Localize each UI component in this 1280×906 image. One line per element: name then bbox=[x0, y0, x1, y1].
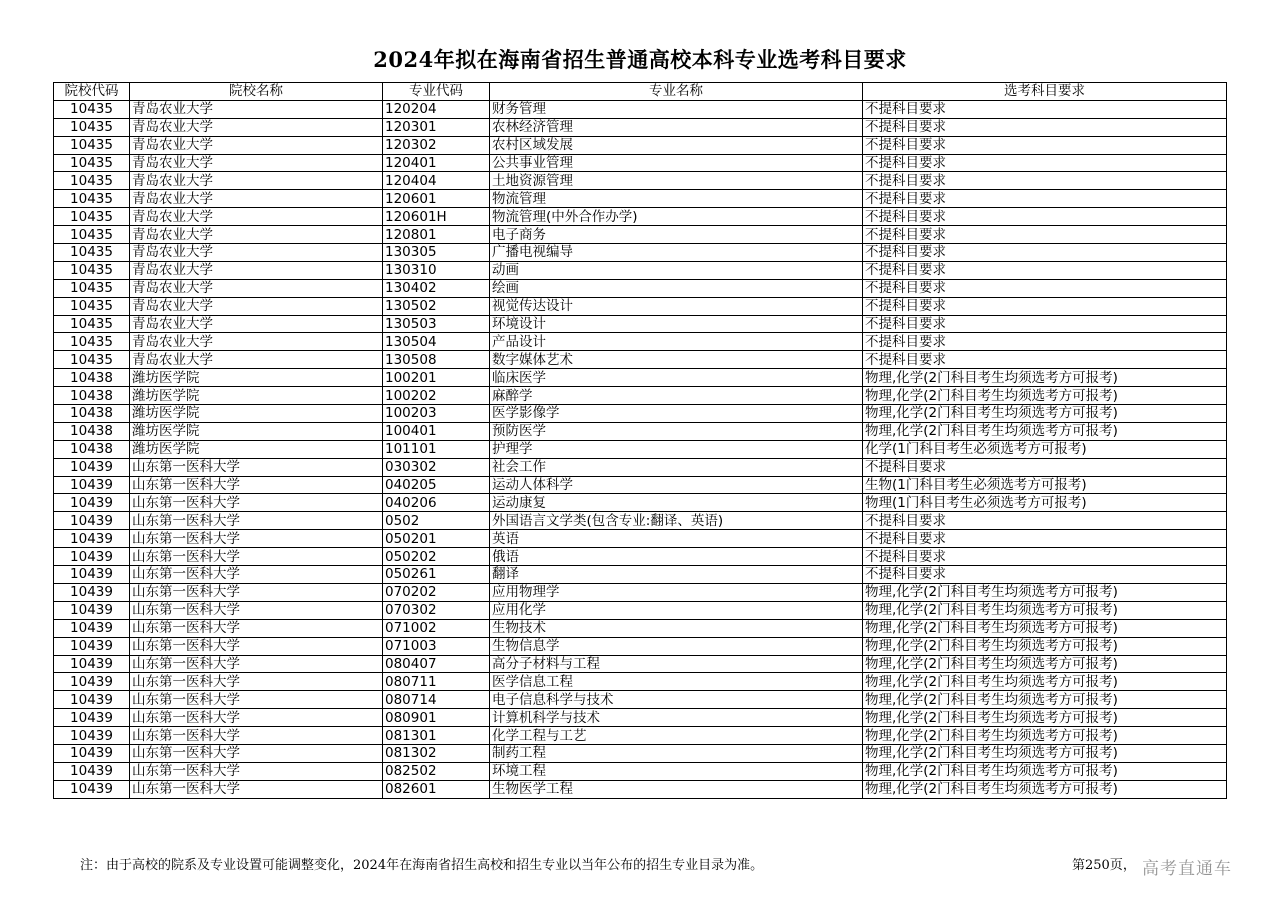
major-code-cell: 120801 bbox=[383, 226, 490, 244]
major-code-cell: 100202 bbox=[383, 387, 490, 405]
school-name-cell: 青岛农业大学 bbox=[130, 136, 383, 154]
major-code-cell: 070202 bbox=[383, 583, 490, 601]
school-code-cell: 10439 bbox=[54, 727, 130, 745]
school-code-cell: 10435 bbox=[54, 136, 130, 154]
subject-requirement-cell: 不提科目要求 bbox=[863, 566, 1227, 584]
table-row bbox=[54, 351, 1227, 369]
table-row bbox=[54, 440, 1227, 458]
major-code-cell: 130503 bbox=[383, 315, 490, 333]
school-code-cell: 10439 bbox=[54, 494, 130, 512]
major-code-cell: 120302 bbox=[383, 136, 490, 154]
subject-requirement-cell: 不提科目要求 bbox=[863, 172, 1227, 190]
subject-requirement-cell: 不提科目要求 bbox=[863, 190, 1227, 208]
table-row bbox=[54, 297, 1227, 315]
school-name-cell: 青岛农业大学 bbox=[130, 190, 383, 208]
school-code-cell: 10435 bbox=[54, 100, 130, 118]
school-name-cell: 山东第一医科大学 bbox=[130, 476, 383, 494]
table-row bbox=[54, 208, 1227, 226]
school-code-cell: 10439 bbox=[54, 691, 130, 709]
subject-requirement-cell: 不提科目要求 bbox=[863, 333, 1227, 351]
table-row bbox=[54, 476, 1227, 494]
major-code-cell: 080901 bbox=[383, 709, 490, 727]
school-name-cell: 山东第一医科大学 bbox=[130, 619, 383, 637]
major-name-cell: 应用化学 bbox=[490, 601, 863, 619]
major-code-cell: 100201 bbox=[383, 369, 490, 387]
major-code-cell: 100203 bbox=[383, 405, 490, 423]
school-name-cell: 青岛农业大学 bbox=[130, 261, 383, 279]
table-row bbox=[54, 226, 1227, 244]
subject-requirement-cell: 不提科目要求 bbox=[863, 136, 1227, 154]
page-number: 第250页， bbox=[1072, 858, 1136, 873]
table-row bbox=[54, 530, 1227, 548]
school-code-cell: 10439 bbox=[54, 476, 130, 494]
school-name-cell: 青岛农业大学 bbox=[130, 279, 383, 297]
school-code-cell: 10435 bbox=[54, 315, 130, 333]
major-name-cell: 数字媒体艺术 bbox=[490, 351, 863, 369]
school-code-cell: 10435 bbox=[54, 333, 130, 351]
school-code-cell: 10438 bbox=[54, 405, 130, 423]
watermark: 高考直通车 bbox=[1142, 859, 1232, 879]
table-row bbox=[54, 118, 1227, 136]
school-name-cell: 山东第一医科大学 bbox=[130, 744, 383, 762]
major-code-cell: 120601 bbox=[383, 190, 490, 208]
major-name-cell: 财务管理 bbox=[490, 100, 863, 118]
school-code-cell: 10439 bbox=[54, 673, 130, 691]
school-code-cell: 10438 bbox=[54, 440, 130, 458]
major-name-cell: 农村区域发展 bbox=[490, 136, 863, 154]
table-row bbox=[54, 744, 1227, 762]
header-major-code: 专业代码 bbox=[383, 83, 490, 101]
school-code-cell: 10435 bbox=[54, 226, 130, 244]
major-name-cell: 高分子材料与工程 bbox=[490, 655, 863, 673]
school-name-cell: 山东第一医科大学 bbox=[130, 780, 383, 798]
header-school-name: 院校名称 bbox=[130, 83, 383, 101]
table-row bbox=[54, 673, 1227, 691]
school-code-cell: 10438 bbox=[54, 422, 130, 440]
major-code-cell: 100401 bbox=[383, 422, 490, 440]
subject-requirement-cell: 不提科目要求 bbox=[863, 548, 1227, 566]
table-row bbox=[54, 637, 1227, 655]
school-code-cell: 10435 bbox=[54, 297, 130, 315]
major-code-cell: 081301 bbox=[383, 727, 490, 745]
subject-requirement-cell: 物理,化学(2门科目考生均须选考方可报考) bbox=[863, 655, 1227, 673]
table-row bbox=[54, 136, 1227, 154]
school-name-cell: 山东第一医科大学 bbox=[130, 655, 383, 673]
subject-requirement-cell: 不提科目要求 bbox=[863, 226, 1227, 244]
table-row bbox=[54, 655, 1227, 673]
major-code-cell: 130310 bbox=[383, 261, 490, 279]
school-name-cell: 青岛农业大学 bbox=[130, 333, 383, 351]
subject-requirement-cell: 不提科目要求 bbox=[863, 118, 1227, 136]
table-row bbox=[54, 727, 1227, 745]
major-name-cell: 应用物理学 bbox=[490, 583, 863, 601]
school-code-cell: 10438 bbox=[54, 369, 130, 387]
major-name-cell: 电子商务 bbox=[490, 226, 863, 244]
major-code-cell: 120401 bbox=[383, 154, 490, 172]
major-name-cell: 计算机科学与技术 bbox=[490, 709, 863, 727]
major-name-cell: 医学信息工程 bbox=[490, 673, 863, 691]
major-name-cell: 环境工程 bbox=[490, 762, 863, 780]
subject-requirement-cell: 物理,化学(2门科目考生均须选考方可报考) bbox=[863, 369, 1227, 387]
major-name-cell: 环境设计 bbox=[490, 315, 863, 333]
school-name-cell: 山东第一医科大学 bbox=[130, 494, 383, 512]
major-name-cell: 生物信息学 bbox=[490, 637, 863, 655]
major-name-cell: 生物医学工程 bbox=[490, 780, 863, 798]
table-row bbox=[54, 512, 1227, 530]
table-row bbox=[54, 369, 1227, 387]
table-row bbox=[54, 619, 1227, 637]
school-name-cell: 潍坊医学院 bbox=[130, 387, 383, 405]
major-code-cell: 082502 bbox=[383, 762, 490, 780]
school-name-cell: 青岛农业大学 bbox=[130, 315, 383, 333]
table-row bbox=[54, 583, 1227, 601]
table-row bbox=[54, 566, 1227, 584]
major-name-cell: 英语 bbox=[490, 530, 863, 548]
major-code-cell: 050201 bbox=[383, 530, 490, 548]
school-name-cell: 山东第一医科大学 bbox=[130, 512, 383, 530]
school-code-cell: 10439 bbox=[54, 583, 130, 601]
school-name-cell: 山东第一医科大学 bbox=[130, 762, 383, 780]
major-name-cell: 外国语言文学类(包含专业:翻译、英语) bbox=[490, 512, 863, 530]
major-code-cell: 080407 bbox=[383, 655, 490, 673]
subject-requirement-cell: 物理,化学(2门科目考生均须选考方可报考) bbox=[863, 619, 1227, 637]
table-row bbox=[54, 154, 1227, 172]
major-name-cell: 产品设计 bbox=[490, 333, 863, 351]
major-code-cell: 130305 bbox=[383, 244, 490, 262]
school-name-cell: 青岛农业大学 bbox=[130, 118, 383, 136]
major-name-cell: 广播电视编导 bbox=[490, 244, 863, 262]
subject-requirement-cell: 不提科目要求 bbox=[863, 279, 1227, 297]
major-code-cell: 120204 bbox=[383, 100, 490, 118]
table-header-row bbox=[54, 83, 1227, 101]
major-name-cell: 土地资源管理 bbox=[490, 172, 863, 190]
table-row bbox=[54, 100, 1227, 118]
major-code-cell: 080711 bbox=[383, 673, 490, 691]
major-name-cell: 动画 bbox=[490, 261, 863, 279]
major-code-cell: 070302 bbox=[383, 601, 490, 619]
table-row bbox=[54, 279, 1227, 297]
table-row bbox=[54, 333, 1227, 351]
major-code-cell: 130504 bbox=[383, 333, 490, 351]
school-code-cell: 10435 bbox=[54, 244, 130, 262]
school-name-cell: 山东第一医科大学 bbox=[130, 583, 383, 601]
table-row bbox=[54, 691, 1227, 709]
subject-requirement-cell: 化学(1门科目考生必须选考方可报考) bbox=[863, 440, 1227, 458]
page-title: 2024年拟在海南省招生普通高校本科专业选考科目要求 bbox=[373, 47, 907, 72]
major-name-cell: 翻译 bbox=[490, 566, 863, 584]
school-code-cell: 10439 bbox=[54, 762, 130, 780]
major-code-cell: 040206 bbox=[383, 494, 490, 512]
major-name-cell: 医学影像学 bbox=[490, 405, 863, 423]
school-name-cell: 山东第一医科大学 bbox=[130, 709, 383, 727]
school-code-cell: 10439 bbox=[54, 655, 130, 673]
major-code-cell: 081302 bbox=[383, 744, 490, 762]
subject-requirement-cell: 物理,化学(2门科目考生均须选考方可报考) bbox=[863, 744, 1227, 762]
school-code-cell: 10439 bbox=[54, 780, 130, 798]
school-name-cell: 青岛农业大学 bbox=[130, 297, 383, 315]
school-name-cell: 山东第一医科大学 bbox=[130, 637, 383, 655]
subject-requirement-cell: 物理,化学(2门科目考生均须选考方可报考) bbox=[863, 673, 1227, 691]
major-name-cell: 物流管理(中外合作办学) bbox=[490, 208, 863, 226]
table-row bbox=[54, 172, 1227, 190]
subject-requirement-cell: 物理,化学(2门科目考生均须选考方可报考) bbox=[863, 762, 1227, 780]
school-name-cell: 山东第一医科大学 bbox=[130, 458, 383, 476]
school-name-cell: 山东第一医科大学 bbox=[130, 530, 383, 548]
subject-requirement-cell: 物理,化学(2门科目考生均须选考方可报考) bbox=[863, 405, 1227, 423]
subject-requirement-cell: 物理,化学(2门科目考生均须选考方可报考) bbox=[863, 780, 1227, 798]
school-code-cell: 10435 bbox=[54, 190, 130, 208]
school-code-cell: 10435 bbox=[54, 172, 130, 190]
major-code-cell: 050202 bbox=[383, 548, 490, 566]
school-name-cell: 青岛农业大学 bbox=[130, 226, 383, 244]
table-row bbox=[54, 405, 1227, 423]
school-name-cell: 山东第一医科大学 bbox=[130, 727, 383, 745]
major-code-cell: 130402 bbox=[383, 279, 490, 297]
major-name-cell: 俄语 bbox=[490, 548, 863, 566]
major-code-cell: 101101 bbox=[383, 440, 490, 458]
school-code-cell: 10439 bbox=[54, 619, 130, 637]
school-code-cell: 10438 bbox=[54, 387, 130, 405]
subject-requirement-cell: 不提科目要求 bbox=[863, 530, 1227, 548]
table-row bbox=[54, 458, 1227, 476]
major-name-cell: 护理学 bbox=[490, 440, 863, 458]
school-name-cell: 山东第一医科大学 bbox=[130, 566, 383, 584]
major-name-cell: 物流管理 bbox=[490, 190, 863, 208]
table-row bbox=[54, 244, 1227, 262]
table-row bbox=[54, 315, 1227, 333]
major-code-cell: 120404 bbox=[383, 172, 490, 190]
subject-requirement-cell: 物理,化学(2门科目考生均须选考方可报考) bbox=[863, 422, 1227, 440]
school-code-cell: 10435 bbox=[54, 351, 130, 369]
school-name-cell: 山东第一医科大学 bbox=[130, 601, 383, 619]
major-name-cell: 电子信息科学与技术 bbox=[490, 691, 863, 709]
school-code-cell: 10439 bbox=[54, 566, 130, 584]
school-name-cell: 潍坊医学院 bbox=[130, 405, 383, 423]
school-code-cell: 10435 bbox=[54, 118, 130, 136]
school-code-cell: 10439 bbox=[54, 548, 130, 566]
subject-requirement-cell: 不提科目要求 bbox=[863, 244, 1227, 262]
table-row bbox=[54, 601, 1227, 619]
footer-note: 注：由于高校的院系及专业设置可能调整变化，2024年在海南省招生高校和招生专业以当年公布的招生专业目录为准。 bbox=[80, 858, 764, 873]
school-name-cell: 潍坊医学院 bbox=[130, 422, 383, 440]
subject-requirement-cell: 不提科目要求 bbox=[863, 315, 1227, 333]
school-code-cell: 10439 bbox=[54, 744, 130, 762]
subject-requirement-cell: 不提科目要求 bbox=[863, 351, 1227, 369]
school-code-cell: 10435 bbox=[54, 261, 130, 279]
major-name-cell: 社会工作 bbox=[490, 458, 863, 476]
table-body bbox=[54, 100, 1227, 798]
school-code-cell: 10435 bbox=[54, 279, 130, 297]
table-row bbox=[54, 709, 1227, 727]
subject-requirement-cell: 物理,化学(2门科目考生均须选考方可报考) bbox=[863, 709, 1227, 727]
major-code-cell: 082601 bbox=[383, 780, 490, 798]
subject-requirement-cell: 物理(1门科目考生必须选考方可报考) bbox=[863, 494, 1227, 512]
major-code-cell: 071002 bbox=[383, 619, 490, 637]
major-name-cell: 公共事业管理 bbox=[490, 154, 863, 172]
requirements-table bbox=[53, 82, 1227, 799]
subject-requirement-cell: 生物(1门科目考生必须选考方可报考) bbox=[863, 476, 1227, 494]
major-code-cell: 130502 bbox=[383, 297, 490, 315]
major-name-cell: 运动康复 bbox=[490, 494, 863, 512]
subject-requirement-cell: 物理,化学(2门科目考生均须选考方可报考) bbox=[863, 583, 1227, 601]
table-row bbox=[54, 780, 1227, 798]
school-name-cell: 青岛农业大学 bbox=[130, 208, 383, 226]
school-name-cell: 潍坊医学院 bbox=[130, 440, 383, 458]
major-code-cell: 050261 bbox=[383, 566, 490, 584]
school-code-cell: 10439 bbox=[54, 530, 130, 548]
subject-requirement-cell: 不提科目要求 bbox=[863, 297, 1227, 315]
school-code-cell: 10439 bbox=[54, 601, 130, 619]
school-code-cell: 10435 bbox=[54, 154, 130, 172]
school-name-cell: 山东第一医科大学 bbox=[130, 548, 383, 566]
subject-requirement-cell: 物理,化学(2门科目考生均须选考方可报考) bbox=[863, 387, 1227, 405]
major-name-cell: 视觉传达设计 bbox=[490, 297, 863, 315]
school-code-cell: 10435 bbox=[54, 208, 130, 226]
major-code-cell: 120301 bbox=[383, 118, 490, 136]
header-subject-requirement: 选考科目要求 bbox=[863, 83, 1227, 101]
subject-requirement-cell: 不提科目要求 bbox=[863, 100, 1227, 118]
table-row bbox=[54, 190, 1227, 208]
major-name-cell: 临床医学 bbox=[490, 369, 863, 387]
major-code-cell: 040205 bbox=[383, 476, 490, 494]
table-row bbox=[54, 422, 1227, 440]
school-code-cell: 10439 bbox=[54, 637, 130, 655]
major-name-cell: 农林经济管理 bbox=[490, 118, 863, 136]
school-name-cell: 山东第一医科大学 bbox=[130, 691, 383, 709]
major-name-cell: 化学工程与工艺 bbox=[490, 727, 863, 745]
table-row bbox=[54, 762, 1227, 780]
school-name-cell: 青岛农业大学 bbox=[130, 100, 383, 118]
major-name-cell: 绘画 bbox=[490, 279, 863, 297]
subject-requirement-cell: 物理,化学(2门科目考生均须选考方可报考) bbox=[863, 601, 1227, 619]
major-name-cell: 制药工程 bbox=[490, 744, 863, 762]
school-name-cell: 青岛农业大学 bbox=[130, 244, 383, 262]
header-school-code: 院校代码 bbox=[54, 83, 130, 101]
major-code-cell: 080714 bbox=[383, 691, 490, 709]
table-row bbox=[54, 494, 1227, 512]
subject-requirement-cell: 不提科目要求 bbox=[863, 261, 1227, 279]
header-major-name: 专业名称 bbox=[490, 83, 863, 101]
school-name-cell: 潍坊医学院 bbox=[130, 369, 383, 387]
major-name-cell: 生物技术 bbox=[490, 619, 863, 637]
major-code-cell: 120601H bbox=[383, 208, 490, 226]
school-name-cell: 山东第一医科大学 bbox=[130, 673, 383, 691]
subject-requirement-cell: 不提科目要求 bbox=[863, 208, 1227, 226]
school-name-cell: 青岛农业大学 bbox=[130, 154, 383, 172]
school-name-cell: 青岛农业大学 bbox=[130, 351, 383, 369]
subject-requirement-cell: 物理,化学(2门科目考生均须选考方可报考) bbox=[863, 691, 1227, 709]
subject-requirement-cell: 物理,化学(2门科目考生均须选考方可报考) bbox=[863, 637, 1227, 655]
subject-requirement-cell: 物理,化学(2门科目考生均须选考方可报考) bbox=[863, 727, 1227, 745]
subject-requirement-cell: 不提科目要求 bbox=[863, 458, 1227, 476]
major-code-cell: 030302 bbox=[383, 458, 490, 476]
school-code-cell: 10439 bbox=[54, 512, 130, 530]
school-name-cell: 青岛农业大学 bbox=[130, 172, 383, 190]
table-row bbox=[54, 548, 1227, 566]
major-name-cell: 预防医学 bbox=[490, 422, 863, 440]
major-name-cell: 运动人体科学 bbox=[490, 476, 863, 494]
major-name-cell: 麻醉学 bbox=[490, 387, 863, 405]
subject-requirement-cell: 不提科目要求 bbox=[863, 154, 1227, 172]
major-code-cell: 071003 bbox=[383, 637, 490, 655]
major-code-cell: 130508 bbox=[383, 351, 490, 369]
school-code-cell: 10439 bbox=[54, 709, 130, 727]
major-code-cell: 0502 bbox=[383, 512, 490, 530]
table-row bbox=[54, 261, 1227, 279]
school-code-cell: 10439 bbox=[54, 458, 130, 476]
table-row bbox=[54, 387, 1227, 405]
subject-requirement-cell: 不提科目要求 bbox=[863, 512, 1227, 530]
